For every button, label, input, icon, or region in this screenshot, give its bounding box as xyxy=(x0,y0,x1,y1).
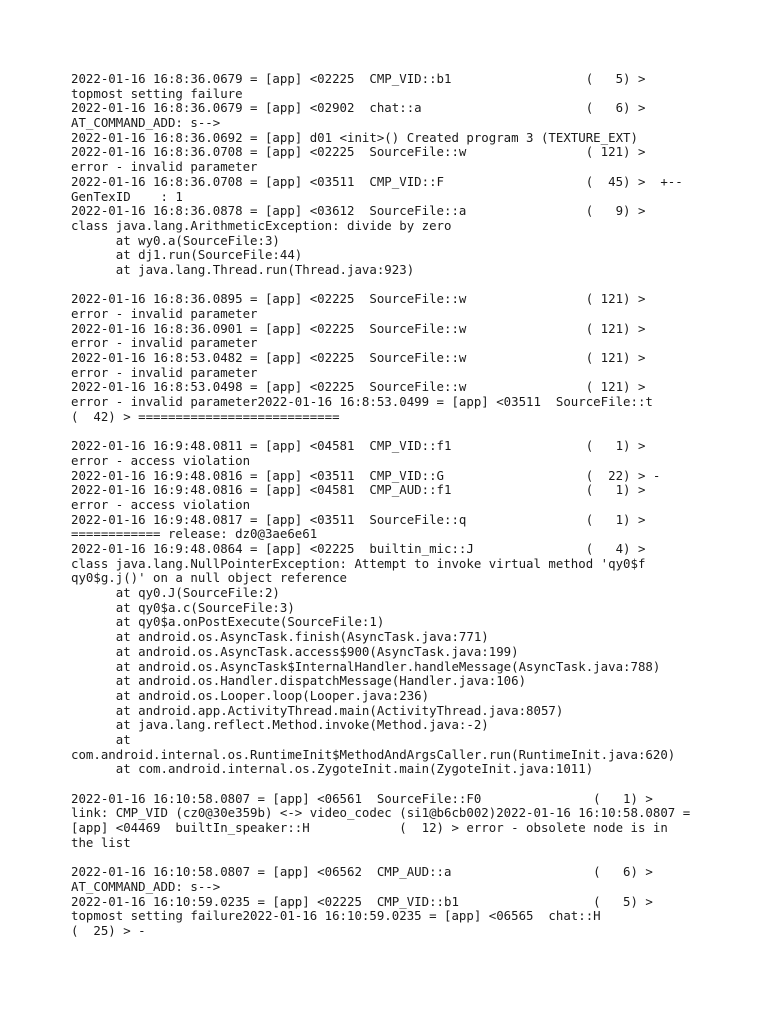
stack-trace-line: com.android.internal.os.RuntimeInit$MethodAndArgsCaller.run(RuntimeInit.java:620) xyxy=(71,746,676,762)
log-line: 2022-01-16 16:8:36.0708 = [app] <02225 SourceFile::w ( 121) > xyxy=(71,144,646,160)
stack-trace-line: at android.os.AsyncTask$InternalHandler.handleMessage(AsyncTask.java:788) xyxy=(71,658,661,674)
stack-trace-line: at android.os.Handler.dispatchMessage(Handler.java:106) xyxy=(71,673,527,689)
blank-line xyxy=(71,278,761,293)
stack-trace-line: at qy0$a.c(SourceFile:3) xyxy=(71,599,295,615)
log-line: 2022-01-16 16:8:53.0482 = [app] <02225 SourceFile::w ( 121) > xyxy=(71,350,646,366)
log-line: AT_COMMAND_ADD: s--> xyxy=(71,878,221,894)
stack-trace-line: at com.android.internal.os.ZygoteInit.main(ZygoteInit.java:1011) xyxy=(71,761,594,777)
log-line: AT_COMMAND_ADD: s--> xyxy=(71,115,221,131)
stack-trace-line: at qy0$a.onPostExecute(SourceFile:1) xyxy=(71,614,385,630)
stack-trace-line: at java.lang.Thread.run(Thread.java:923) xyxy=(71,261,415,277)
log-line: 2022-01-16 16:9:48.0817 = [app] <03511 SourceFile::q ( 1) > xyxy=(71,511,646,527)
log-line: qy0$g.j()' on a null object reference xyxy=(71,570,348,586)
log-line: 2022-01-16 16:8:36.0878 = [app] <03612 SourceFile::a ( 9) > xyxy=(71,203,646,219)
log-line: 2022-01-16 16:9:48.0816 = [app] <03511 CMP_VID::G ( 22) > - xyxy=(71,467,661,483)
log-line: 2022-01-16 16:8:36.0679 = [app] <02902 chat::a ( 6) > xyxy=(71,100,646,116)
log-line: error - invalid parameter xyxy=(71,306,258,321)
log-line: error - invalid parameter xyxy=(71,335,258,351)
log-line: 2022-01-16 16:9:48.0816 = [app] <04581 CMP_AUD::f1 ( 1) > xyxy=(71,482,646,498)
log-line: ( 25) > - xyxy=(71,922,146,938)
log-line: 2022-01-16 16:8:36.0679 = [app] <02225 CMP_VID::b1 ( 5) > xyxy=(71,71,646,86)
log-line: 2022-01-16 16:9:48.0811 = [app] <04581 CMP_VID::f1 ( 1) > xyxy=(71,438,646,454)
stack-trace-line: at android.app.ActivityThread.main(ActivityThread.java:8057) xyxy=(71,702,564,718)
log-line: error - invalid parameter xyxy=(71,159,258,175)
log-line: ============ release: dz0@3ae6e61 xyxy=(71,526,318,542)
log-line: topmost setting failure2022-01-16 16:10:59.0235 = [app] <06565 chat::H xyxy=(71,908,601,924)
log-line: [app] <04469 builtIn_speaker::H ( 12) > error - obsolete node is in xyxy=(71,820,668,836)
stack-trace-line: at android.os.AsyncTask.finish(AsyncTask.java:771) xyxy=(71,629,489,645)
log-line: topmost setting failure xyxy=(71,85,243,101)
blank-line xyxy=(71,850,761,865)
log-line: class java.lang.NullPointerException: Attempt to invoke virtual method 'qy0$f xyxy=(71,555,646,571)
log-line: 2022-01-16 16:9:48.0864 = [app] <02225 builtin_mic::J ( 4) > xyxy=(71,541,646,556)
log-line: 2022-01-16 16:10:58.0807 = [app] <06562 CMP_AUD::a ( 6) > xyxy=(71,864,653,880)
stack-trace-line: at android.os.AsyncTask.access$900(AsyncTask.java:199) xyxy=(71,643,519,659)
log-line: 2022-01-16 16:8:36.0901 = [app] <02225 SourceFile::w ( 121) > xyxy=(71,320,646,336)
stack-trace-line: at java.lang.reflect.Method.invoke(Method.java:-2) xyxy=(71,717,489,733)
blank-line xyxy=(71,425,761,440)
log-line: the list xyxy=(71,834,131,850)
log-line: error - access violation xyxy=(71,452,251,468)
log-line: 2022-01-16 16:10:58.0807 = [app] <06561 SourceFile::F0 ( 1) > xyxy=(71,790,653,806)
log-line: error - invalid parameter2022-01-16 16:8:53.0499 = [app] <03511 SourceFile::t xyxy=(71,394,653,410)
log-line: 2022-01-16 16:8:53.0498 = [app] <02225 SourceFile::w ( 121) > xyxy=(71,379,646,395)
log-line: error - access violation xyxy=(71,496,251,512)
log-line: 2022-01-16 16:8:36.0692 = [app] d01 <init>() Created program 3 (TEXTURE_EXT) xyxy=(71,129,638,145)
stack-trace-line: at xyxy=(71,731,131,747)
log-line: ( 42) > =========================== xyxy=(71,408,340,424)
log-line: 2022-01-16 16:8:36.0895 = [app] <02225 SourceFile::w ( 121) > xyxy=(71,291,646,307)
stack-trace-line: at wy0.a(SourceFile:3) xyxy=(71,232,280,248)
blank-line xyxy=(71,777,761,792)
stack-trace-line: at dj1.run(SourceFile:44) xyxy=(71,247,303,263)
stack-trace-line: at android.os.Looper.loop(Looper.java:236) xyxy=(71,687,430,703)
log-line: class java.lang.ArithmeticException: divide by zero xyxy=(71,217,452,233)
stack-trace-line: at qy0.J(SourceFile:2) xyxy=(71,585,280,601)
log-document xyxy=(71,72,761,939)
log-line: 2022-01-16 16:10:59.0235 = [app] <02225 CMP_VID::b1 ( 5) > xyxy=(71,893,653,909)
log-line: GenTexID : 1 xyxy=(71,188,183,204)
log-line: error - invalid parameter xyxy=(71,364,258,380)
log-line: link: CMP_VID (cz0@30e359b) <-> video_codec (si1@b6cb002)2022-01-16 16:10:58.0807 = xyxy=(71,805,691,821)
log-line: 2022-01-16 16:8:36.0708 = [app] <03511 CMP_VID::F ( 45) > +-- xyxy=(71,173,683,189)
